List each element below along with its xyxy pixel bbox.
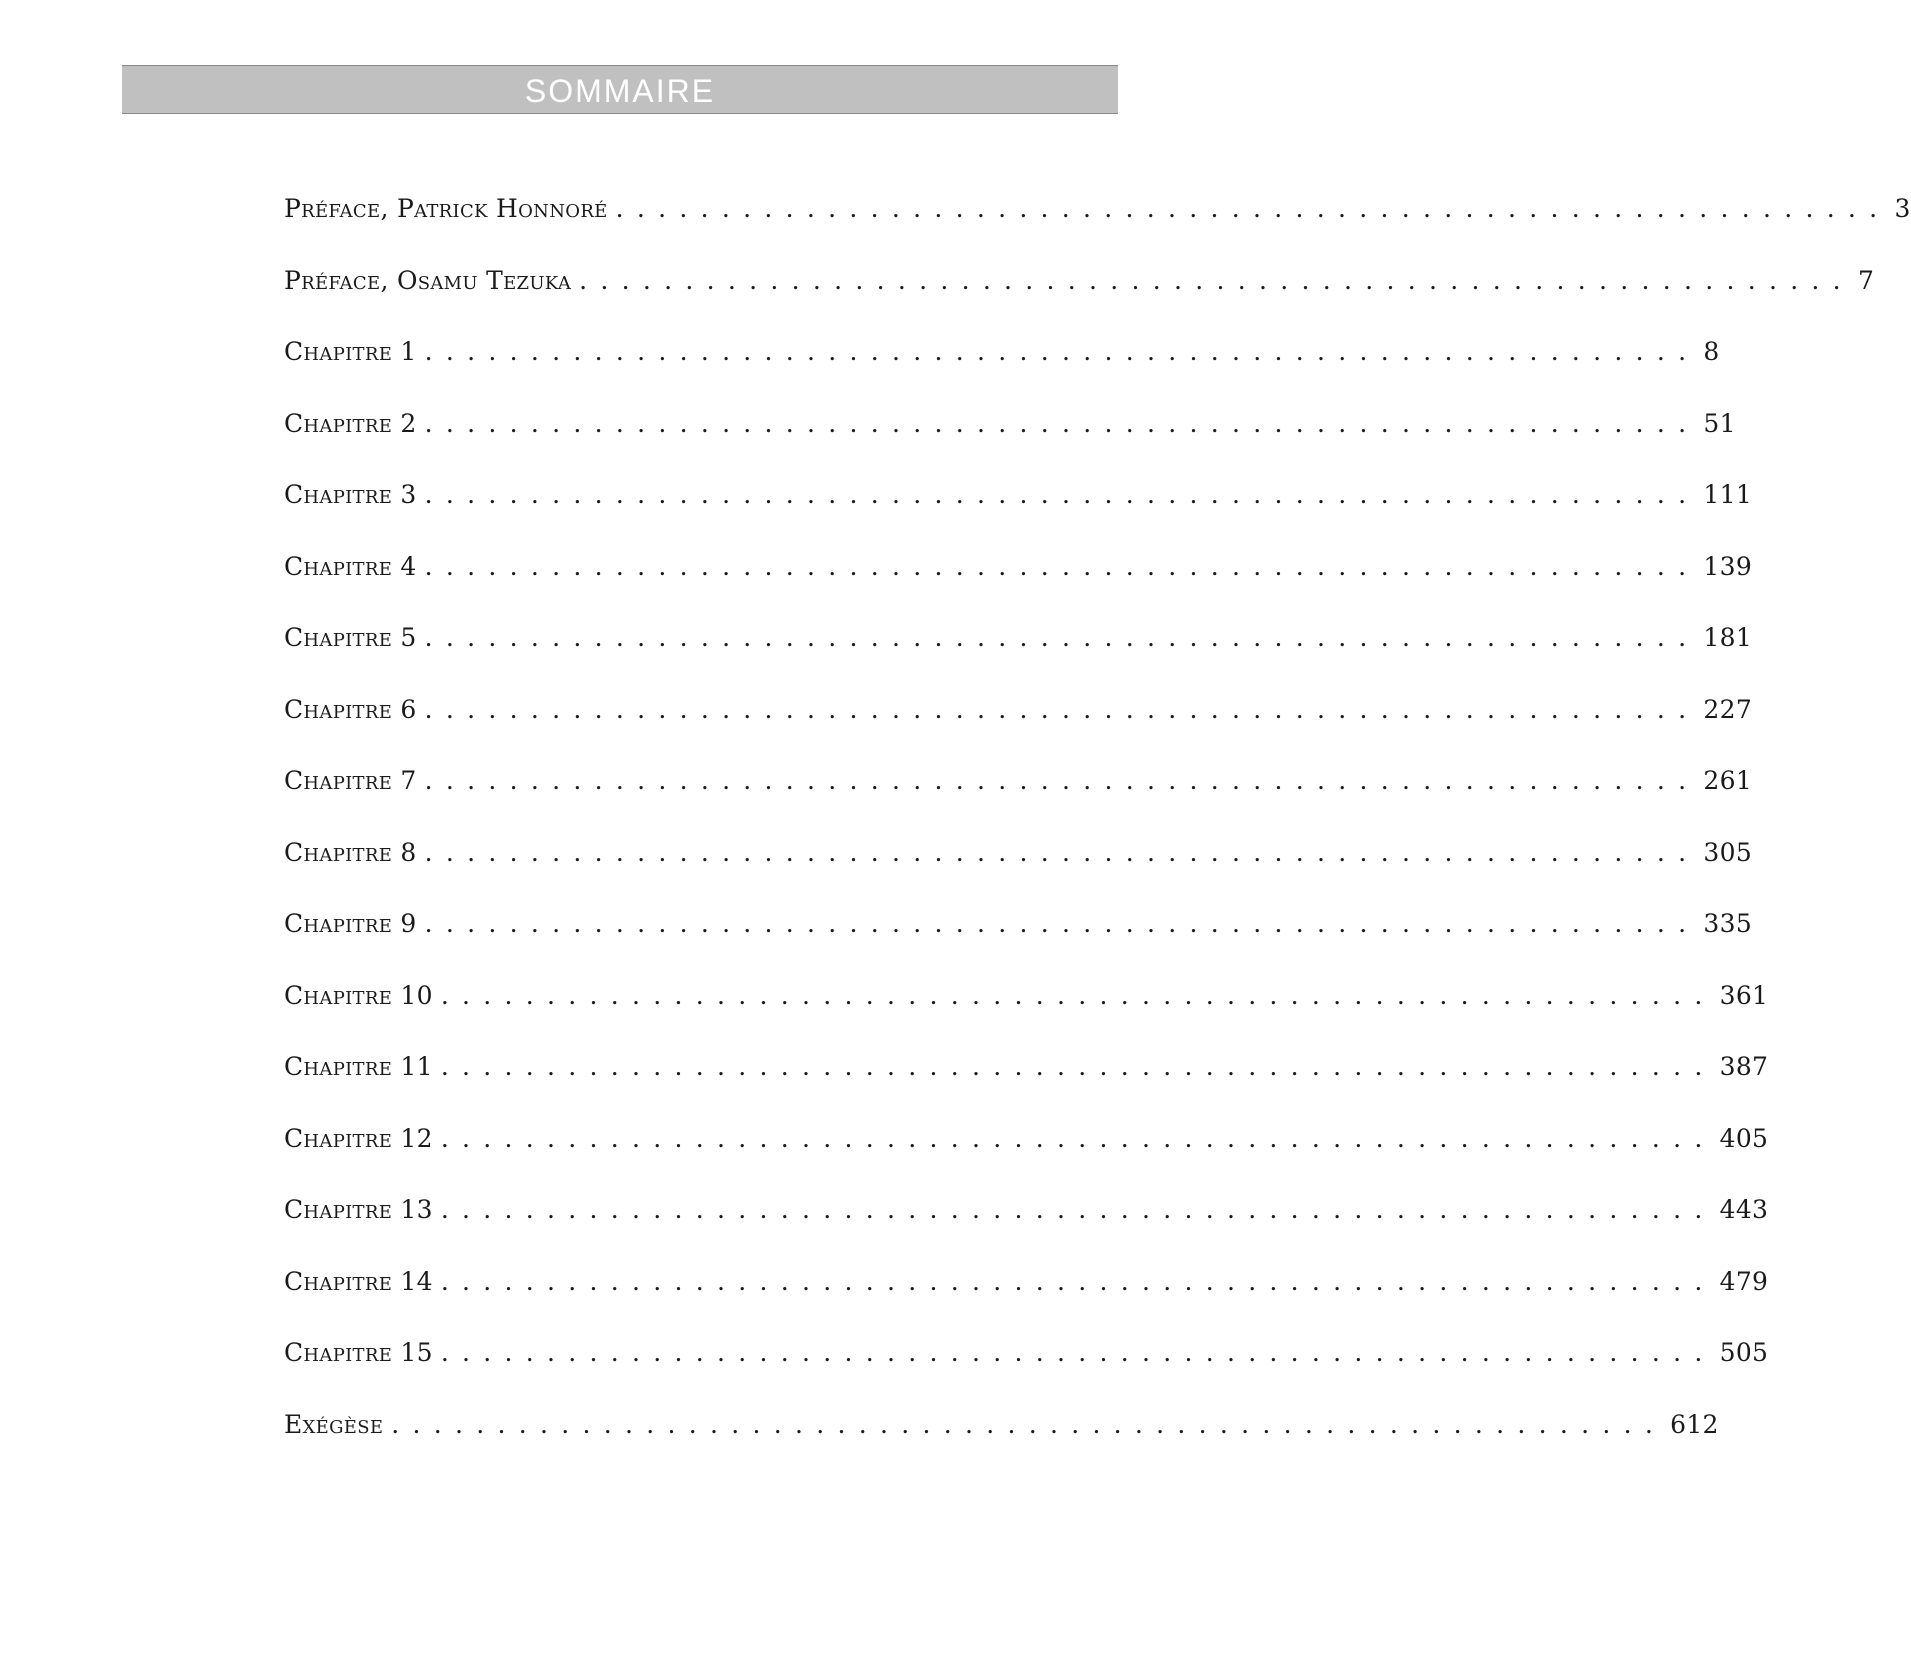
toc-entry[interactable]: [284, 1052, 1769, 1126]
toc-entry-page: 405: [1719, 1123, 1769, 1153]
toc-entry[interactable]: [284, 1338, 1769, 1412]
toc-entry[interactable]: [284, 480, 1753, 554]
toc-entry-label: Chapitre 5: [284, 623, 417, 652]
dot-leader: ............................................................: [440, 1338, 1716, 1367]
dot-leader: ............................................................: [424, 766, 1700, 795]
toc-entry-page: 181: [1703, 623, 1753, 652]
toc-entry-page: 3: [1894, 194, 1911, 223]
dot-leader: ............................................................: [615, 194, 1891, 223]
toc-entry-label: Chapitre 10: [284, 980, 433, 1010]
toc-entry[interactable]: [284, 1195, 1769, 1269]
dot-leader: ............................................................: [391, 1409, 1667, 1439]
toc-entry[interactable]: [284, 1266, 1769, 1341]
toc-entry[interactable]: [284, 766, 1753, 840]
toc-entry-label: Préface, Osamu Tezuka: [284, 265, 572, 295]
toc-entry-page: 139: [1703, 551, 1753, 581]
toc-entry-page: 387: [1719, 1052, 1769, 1081]
toc-entry-label: Chapitre 6: [284, 694, 417, 724]
toc-entry[interactable]: [284, 1409, 1719, 1484]
toc-entry-label: Chapitre 9: [284, 909, 417, 938]
toc-entry-label: Chapitre 1: [284, 337, 417, 366]
toc-entry-page: 479: [1719, 1266, 1769, 1296]
toc-entry-label: Chapitre 12: [284, 1123, 433, 1153]
dot-leader: ............................................................: [424, 480, 1700, 509]
toc-entry-page: 51: [1703, 408, 1736, 438]
toc-entry-label: Chapitre 4: [284, 551, 417, 581]
toc-entry-label: Chapitre 11: [284, 1052, 433, 1081]
toc-entry[interactable]: [284, 265, 1875, 340]
toc-entry-page: 305: [1703, 837, 1753, 867]
toc-entry[interactable]: [284, 551, 1753, 626]
toc-entry-label: Exégèse: [284, 1409, 384, 1439]
toc-entry-page: 505: [1719, 1338, 1769, 1367]
toc-entry[interactable]: [284, 408, 1736, 483]
dot-leader: ............................................................: [440, 1266, 1716, 1296]
toc-entry-page: 7: [1857, 265, 1875, 295]
dot-leader: ............................................................: [424, 909, 1700, 938]
toc-entry-label: Chapitre 8: [284, 837, 417, 867]
toc-entry-page: 261: [1703, 766, 1753, 795]
toc-entry-label: Chapitre 14: [284, 1266, 433, 1296]
toc-entry-page: 443: [1719, 1195, 1769, 1224]
toc-entry-page: 361: [1719, 980, 1769, 1010]
dot-leader: ............................................................: [440, 1123, 1716, 1153]
toc-entry-label: Chapitre 2: [284, 408, 417, 438]
toc-entry[interactable]: [284, 337, 1720, 411]
page-title: SOMMAIRE: [524, 72, 716, 109]
toc-entry-label: Chapitre 7: [284, 766, 417, 795]
toc-entry[interactable]: [284, 1123, 1769, 1198]
toc-entry[interactable]: [284, 194, 1911, 268]
toc-entry-label: Chapitre 3: [284, 480, 417, 509]
toc-entry[interactable]: [284, 694, 1753, 769]
dot-leader: ............................................................: [424, 337, 1700, 366]
table-of-contents: [284, 194, 1911, 1483]
toc-entry-label: Chapitre 15: [284, 1338, 433, 1367]
toc-entry[interactable]: [284, 909, 1753, 983]
dot-leader: ............................................................: [440, 1195, 1716, 1224]
toc-entry-page: 111: [1703, 480, 1753, 509]
toc-entry[interactable]: [284, 980, 1769, 1055]
toc-entry-page: 227: [1703, 694, 1753, 724]
dot-leader: ............................................................: [424, 694, 1700, 724]
dot-leader: ............................................................: [424, 408, 1700, 438]
toc-entry-page: 8: [1703, 337, 1720, 366]
toc-entry-page: 612: [1670, 1409, 1719, 1439]
toc-entry[interactable]: [284, 623, 1753, 697]
dot-leader: ............................................................: [424, 551, 1700, 581]
toc-entry-page: 335: [1703, 909, 1753, 938]
dot-leader: ............................................................: [424, 837, 1700, 867]
dot-leader: ............................................................: [440, 980, 1716, 1010]
dot-leader: ............................................................: [440, 1052, 1716, 1081]
toc-entry[interactable]: [284, 837, 1753, 912]
toc-entry-label: Préface, Patrick Honnoré: [284, 194, 608, 223]
dot-leader: ............................................................: [424, 623, 1700, 652]
dot-leader: ............................................................: [579, 265, 1854, 295]
toc-entry-label: Chapitre 13: [284, 1195, 433, 1224]
header-bar: [122, 65, 1118, 114]
